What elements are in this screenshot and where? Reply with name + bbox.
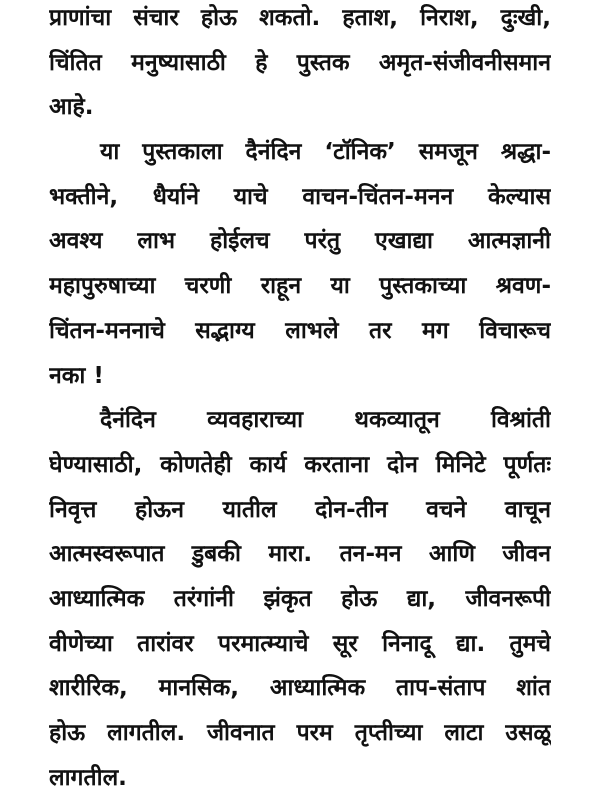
text-line: या पुस्तकाला दैनंदिन ‘टॉनिक’ समजून श्रद्धा- xyxy=(100,139,551,166)
paragraph-2 xyxy=(49,130,551,398)
text-line: आत्मस्वरूपात डुबकी मारा. तन-मन आणि जीवन xyxy=(49,541,551,568)
text-line: आहे. xyxy=(49,94,94,121)
text-line: अवश्य लाभ होईलच परंतु एखाद्या आत्मज्ञानी xyxy=(49,228,551,255)
text-line: भक्तीने, धैर्याने याचे वाचन-चिंतन-मनन केल्यास xyxy=(49,183,551,210)
text-line: दैनंदिन व्यवहाराच्या थकव्यातून विश्रांती xyxy=(100,407,551,434)
text-line: शारीरिक, मानसिक, आध्यात्मिक ताप-संताप शांत xyxy=(49,675,551,702)
paragraph-1 xyxy=(49,0,551,130)
text-line: नका ! xyxy=(49,362,104,389)
text-line: होऊ लागतील. जीवनात परम तृप्तीच्या लाटा उसळू xyxy=(49,720,551,746)
text-line: आध्यात्मिक तरंगांनी झंकृत होऊ द्या, जीवनरूपी xyxy=(49,585,551,612)
text-line: निवृत्त होऊन यातील दोन-तीन वचने वाचून xyxy=(49,496,551,523)
text-line: महापुरुषाच्या चरणी राहून या पुस्तकाच्या श्रवण- xyxy=(49,273,551,300)
text-line: घेण्यासाठी, कोणतेही कार्य करताना दोन मिनिटे पूर्णतः xyxy=(49,451,551,478)
text-line: चिंतन-मननाचे सद्भाग्य लाभले तर मग विचारूच xyxy=(49,317,551,344)
text-line: वीणेच्या तारांवर परमात्म्याचे सूर निनादू द्या. तुमचे xyxy=(49,630,551,657)
text-line: प्राणांचा संचार होऊ शकतो. हताश, निराश, दुःखी, xyxy=(49,5,551,31)
text-line: लागतील. xyxy=(49,764,127,791)
text-line: चिंतित मनुष्यासाठी हे पुस्तक अमृत-संजीवनीसमान xyxy=(49,49,551,76)
paragraph-3 xyxy=(49,398,551,800)
